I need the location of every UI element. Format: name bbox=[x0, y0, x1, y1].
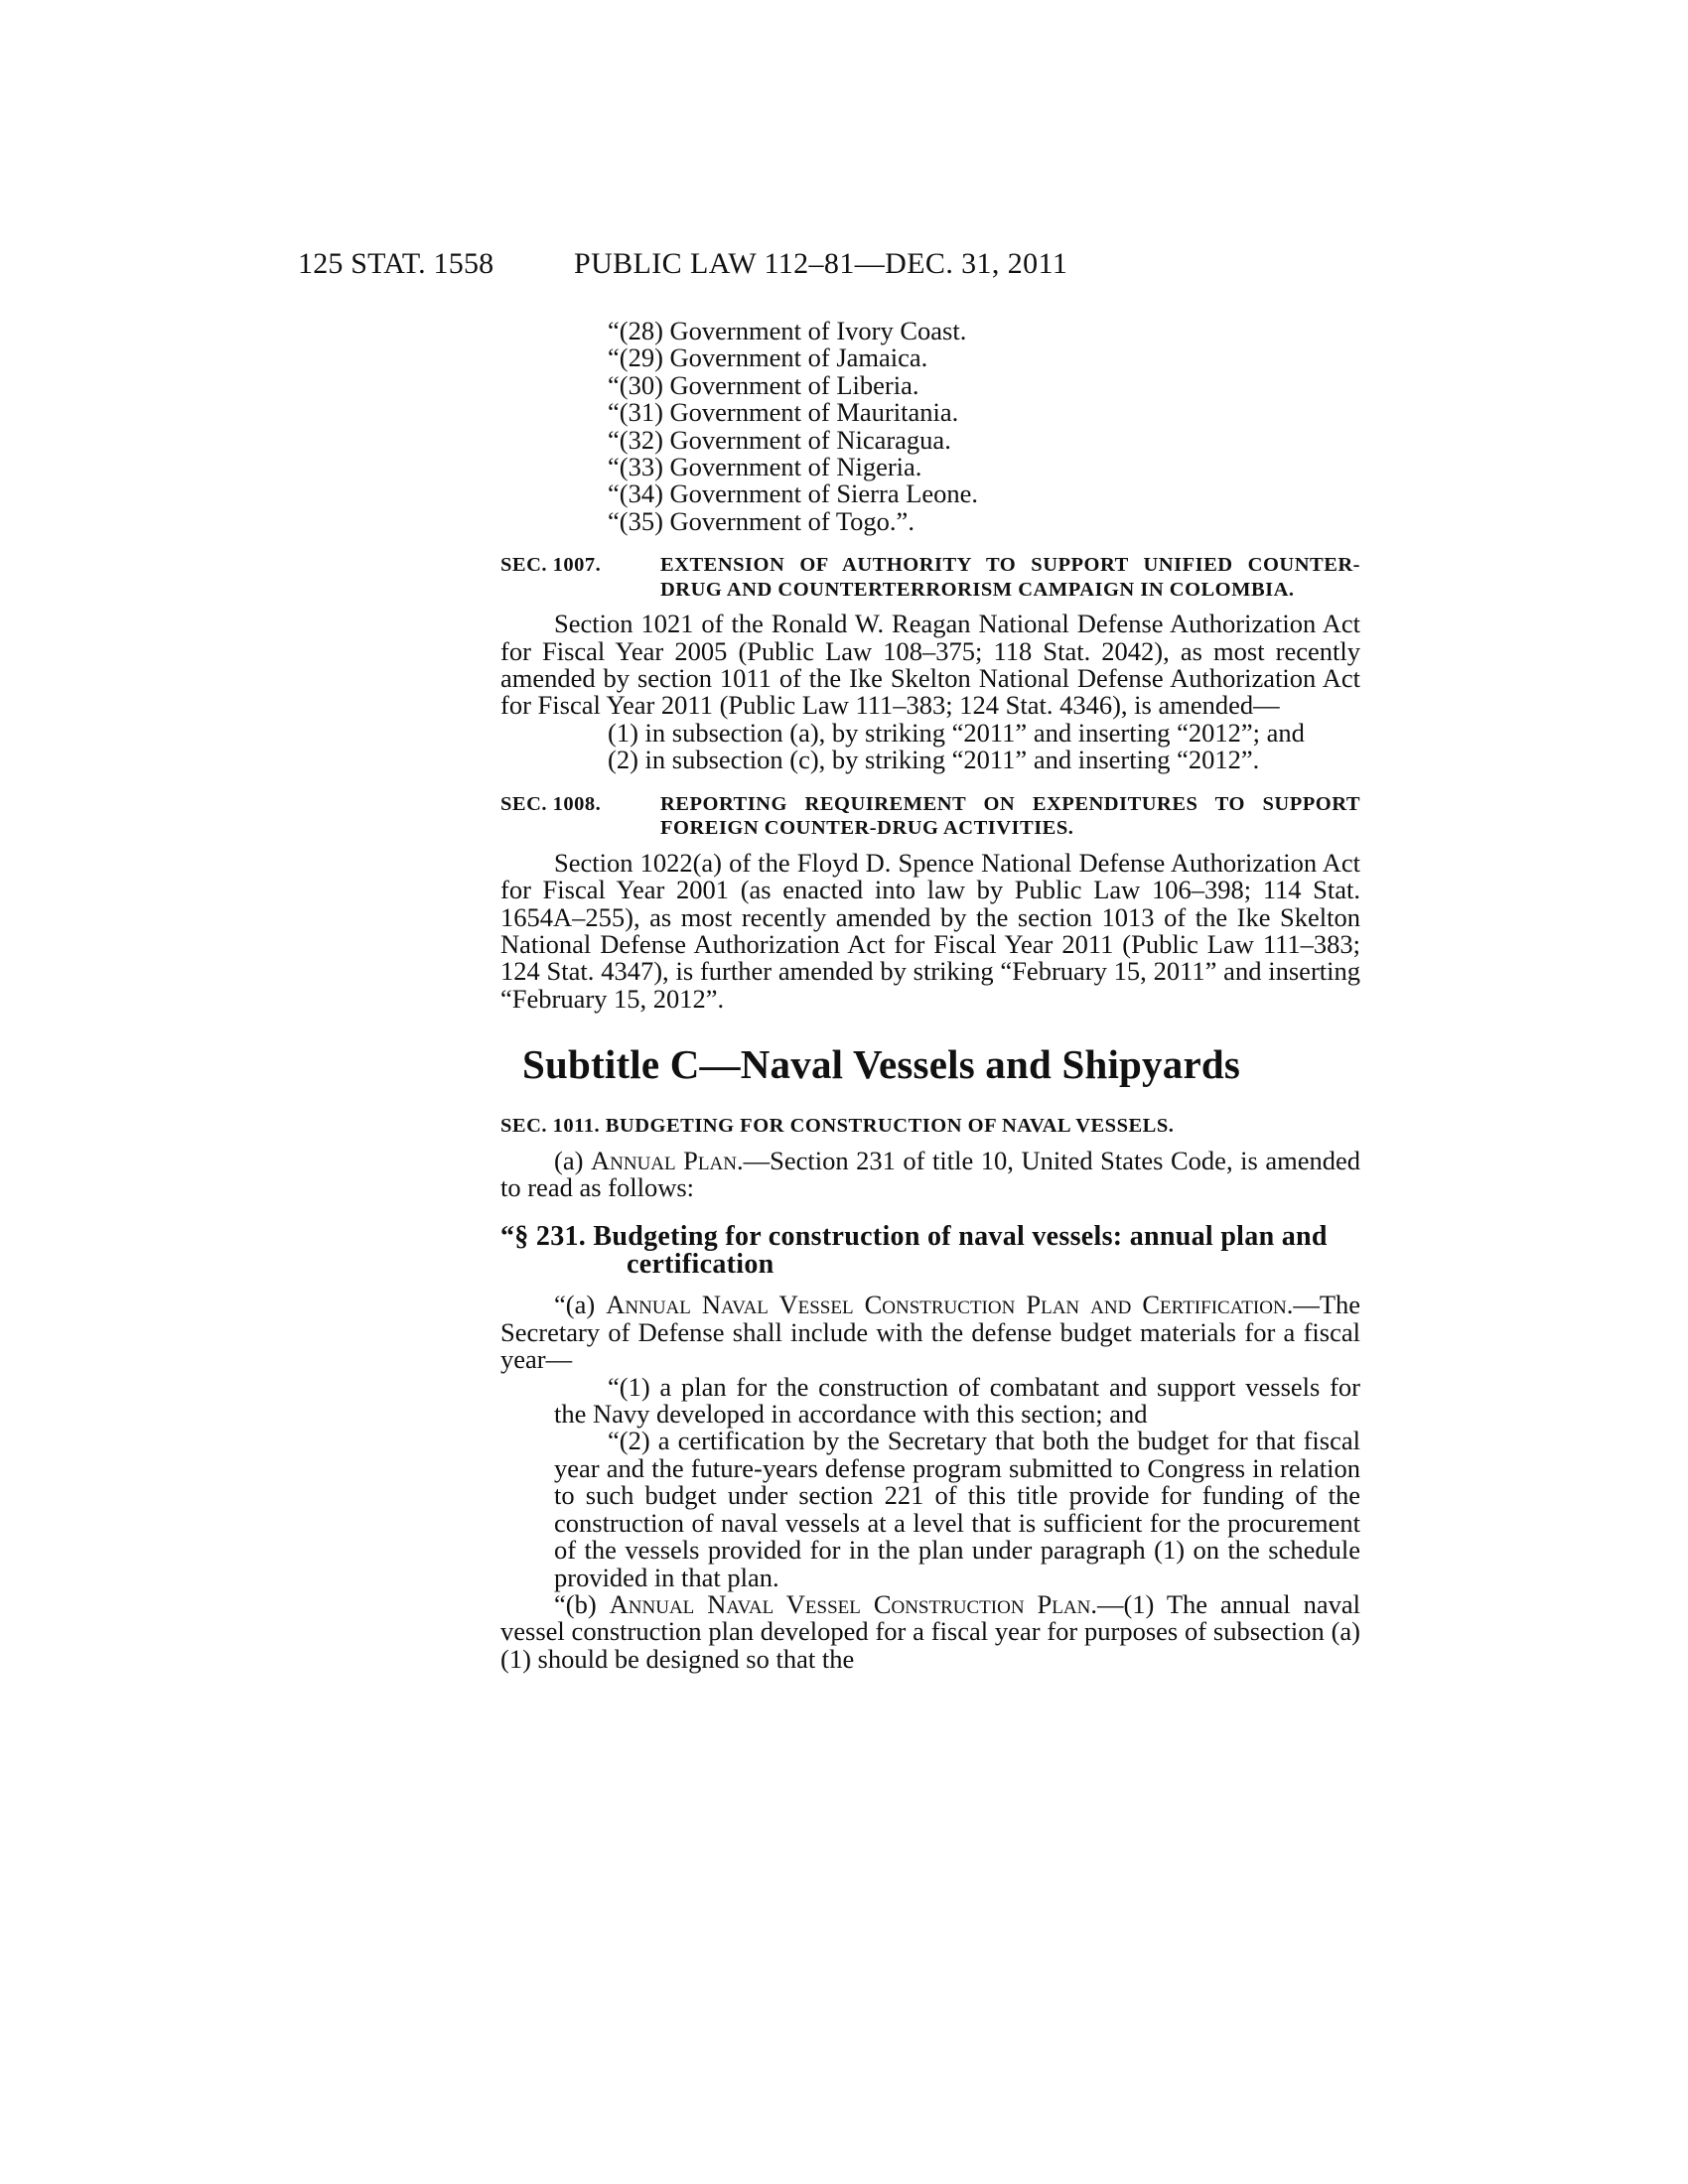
subtitle-heading: Subtitle C—Naval Vessels and Shipyards bbox=[522, 1041, 1241, 1088]
subsection-text: .—Section 231 of title 10, United States Code, is amended to read as follows: bbox=[500, 1145, 1360, 1203]
subsection-text: .—The Secretary of Defense shall include with the defense budget materials for a fiscal year— bbox=[500, 1290, 1361, 1375]
running-header: PUBLIC LAW 112–81—DEC. 31, 2011 bbox=[574, 247, 1068, 280]
section-title: EXTENSION OF AUTHORITY TO SUPPORT UNIFIED COUNTER-DRUG AND COUNTERTERRORISM CAMPAIGN IN COLOMBIA. bbox=[660, 554, 1360, 601]
subsection-heading: Annual Naval Vessel Construction Plan bbox=[609, 1588, 1091, 1619]
section-1011-heading: SEC. 1011. BUDGETING FOR CONSTRUCTION OF NAVAL VESSELS. bbox=[500, 1115, 1175, 1138]
list-item: “(35) Government of Togo.”. bbox=[608, 505, 914, 536]
page-content bbox=[500, 318, 1360, 1673]
section-231-subsection-b bbox=[500, 1588, 1360, 1674]
section-1007-body: Section 1021 of the Ronald W. Reagan National Defense Authorization Act for Fiscal Year 2005 (Public Law 108–375; 118 Stat. 2042), as most recently amended by section 1011 of the Ike Skelton National Defense Authorization Act for Fiscal Year 2011 (Public Law 111–383; 124 Stat. 4346), is amended— bbox=[500, 609, 1360, 721]
list-item: “(33) Government of Nigeria. bbox=[608, 452, 922, 482]
section-231-item-1: “(1) a plan for the construction of combatant and support vessels for the Navy developed in accordance with this section; and bbox=[554, 1371, 1360, 1430]
list-item: “(32) Government of Nicaragua. bbox=[608, 424, 951, 455]
subsection-heading: Annual Plan bbox=[590, 1145, 737, 1175]
list-item: “(30) Government of Liberia. bbox=[608, 369, 919, 400]
list-item: “(34) Government of Sierra Leone. bbox=[608, 478, 979, 509]
section-1008-body: Section 1022(a) of the Floyd D. Spence National Defense Authorization Act for Fiscal Year 2001 (as enacted into law by Public Law 106–398; 114 Stat. 1654A–255), as most recently amended by the section 1013 of the Ike Skelton National Defense Authorization Act for Fiscal Year 2011 (Public Law 111–383; 124 Stat. 4347), is further amended by striking “February 15, 2011” and inserting “February 15, 2012”. bbox=[500, 847, 1360, 1014]
subsection-heading: Annual Naval Vessel Construction Plan and Certification bbox=[606, 1290, 1287, 1320]
list-item: “(28) Government of Ivory Coast. bbox=[608, 316, 967, 345]
section-1011-subsection-a bbox=[500, 1145, 1360, 1203]
subsection-prefix: “(a) bbox=[554, 1290, 596, 1320]
list-item: “(29) Government of Jamaica. bbox=[608, 342, 928, 373]
subsection-prefix: (a) bbox=[554, 1145, 584, 1175]
list-item: “(31) Government of Mauritania. bbox=[608, 397, 959, 428]
section-1007-heading bbox=[500, 553, 1360, 602]
section-1008-heading bbox=[500, 792, 1360, 841]
subsection-prefix: “(b) bbox=[554, 1588, 597, 1619]
section-1007-item-1: (1) in subsection (a), by striking “2011” and inserting “2012”; and bbox=[608, 717, 1305, 748]
section-number: SEC. 1007. bbox=[500, 554, 602, 577]
section-231-subsection-a bbox=[500, 1292, 1360, 1373]
section-number: SEC. 1008. bbox=[500, 792, 602, 815]
section-title: REPORTING REQUIREMENT ON EXPENDITURES TO SUPPORT FOREIGN COUNTER-DRUG ACTIVITIES. bbox=[660, 792, 1360, 840]
section-231-item-2: “(2) a certification by the Secretary that both the budget for that fiscal year and the future-years defense program submitted to Congress in relation to such budget under section 221 of this title provide for funding of the construction of naval vessels at a level that is sufficient for the procurement of the vessels provided for in the plan under paragraph (1) on the schedule provided in that plan. bbox=[554, 1426, 1360, 1592]
section-1007-item-2: (2) in subsection (c), by striking “2011” and inserting “2012”. bbox=[608, 745, 1260, 775]
subsection-text: .—(1) The annual naval vessel construction plan developed for a fiscal year for purposes of subsection (a)(1) should be designed so that the bbox=[500, 1588, 1360, 1674]
statute-page-number: 125 STAT. 1558 bbox=[298, 247, 494, 280]
government-list bbox=[608, 318, 1360, 535]
section-231-title: “§ 231. Budgeting for construction of naval vessels: annual plan and certification bbox=[500, 1221, 1328, 1280]
